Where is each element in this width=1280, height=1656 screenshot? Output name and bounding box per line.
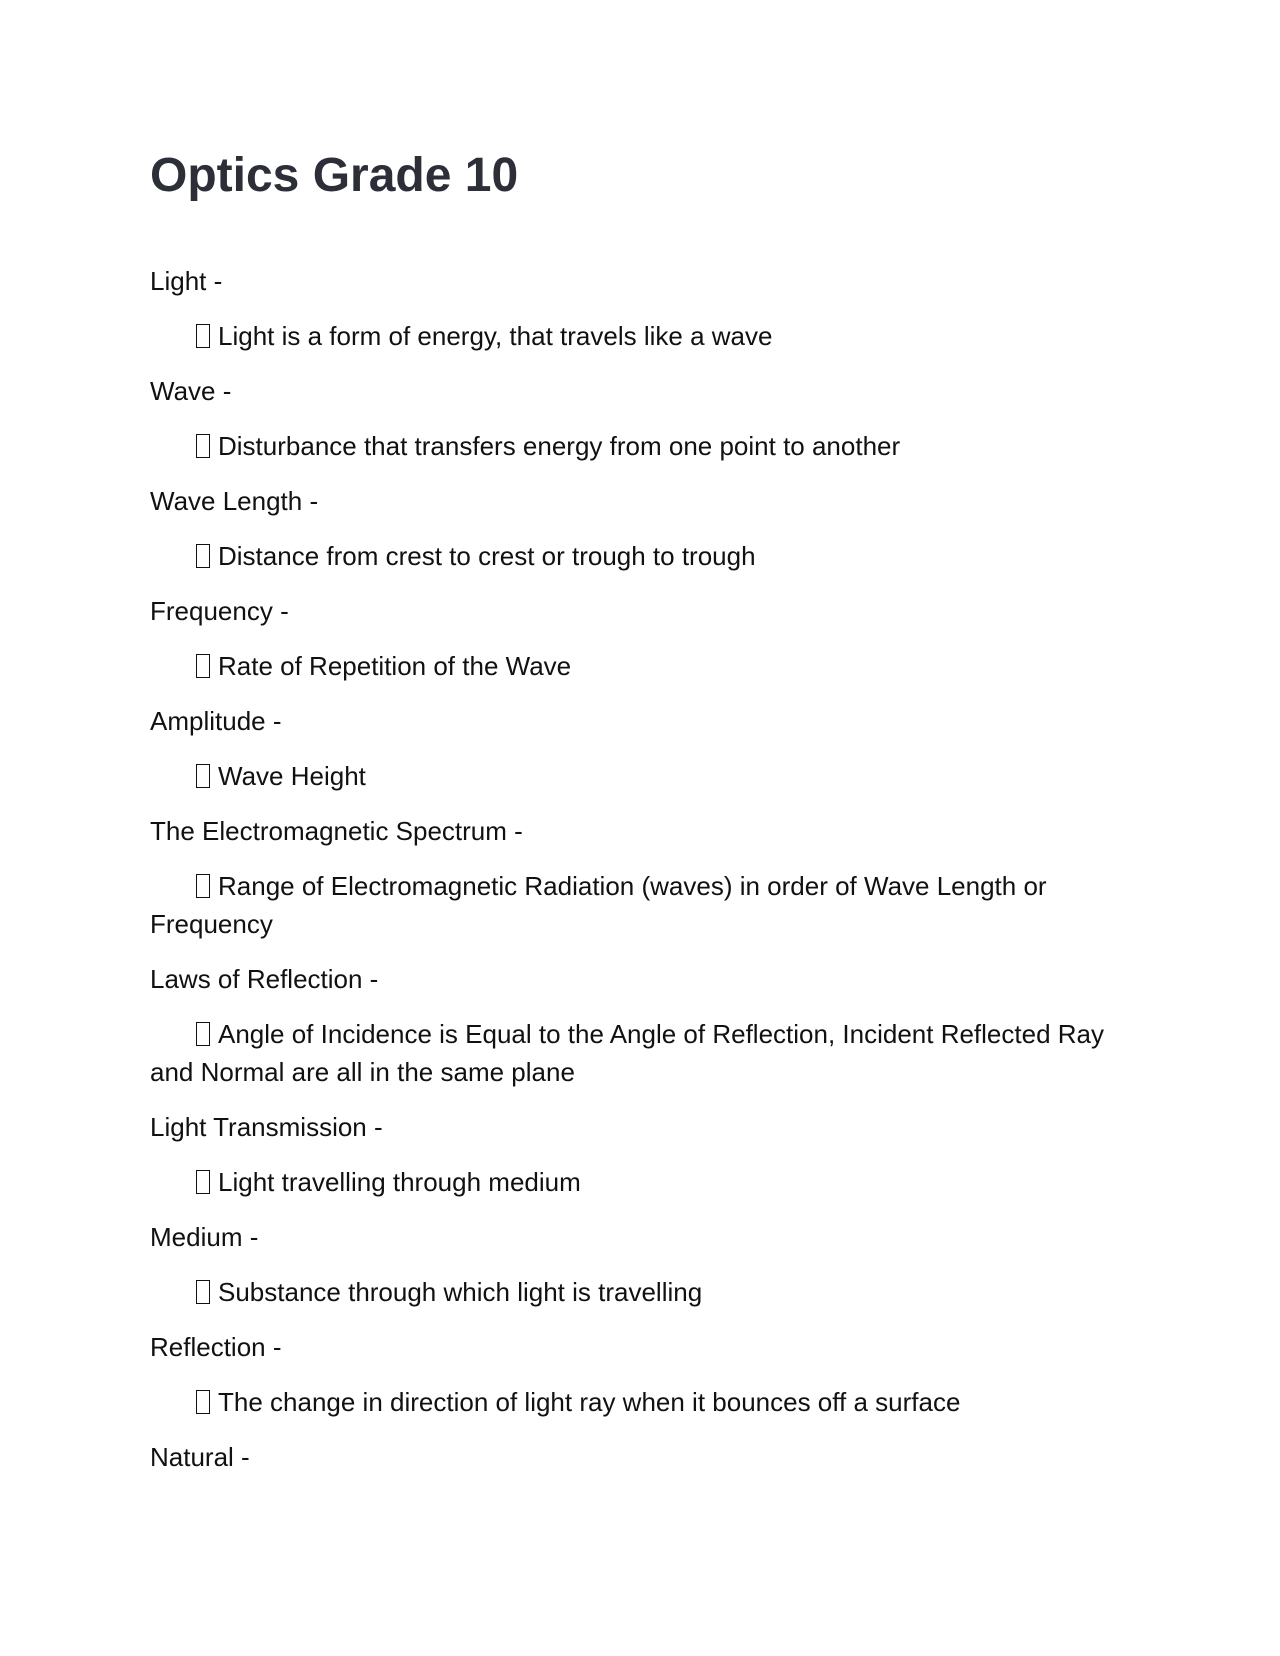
term-electromagnetic-spectrum: The Electromagnetic Spectrum -: [150, 816, 523, 846]
term-frequency: Frequency -: [150, 596, 289, 626]
term-reflection: Reflection -: [150, 1332, 282, 1362]
missing-glyph-bullet-icon: [196, 1022, 210, 1046]
term-laws-of-reflection: Laws of Reflection -: [150, 964, 379, 994]
missing-glyph-bullet-icon: [196, 654, 210, 678]
definition-medium: Substance through which light is travelling: [150, 1273, 1130, 1311]
missing-glyph-bullet-icon: [196, 324, 210, 348]
missing-glyph-bullet-icon: [196, 1280, 210, 1304]
term-natural: Natural -: [150, 1442, 250, 1472]
definition-light: Light is a form of energy, that travels like a wave: [150, 317, 1130, 355]
term-light-transmission: Light Transmission -: [150, 1112, 383, 1142]
term-wave: Wave -: [150, 376, 232, 406]
definition-wave: Disturbance that transfers energy from one point to another: [150, 427, 1130, 465]
definition-laws-of-reflection: Angle of Incidence is Equal to the Angle of Reflection, Incident Reflected Ray and Normal are all in the same plane: [150, 1019, 1104, 1087]
definition-frequency: Rate of Repetition of the Wave: [150, 647, 1130, 685]
document-title: Optics Grade 10: [150, 149, 519, 202]
term-amplitude: Amplitude -: [150, 706, 282, 736]
missing-glyph-bullet-icon: [196, 1170, 210, 1194]
term-wave-length: Wave Length -: [150, 486, 319, 516]
missing-glyph-bullet-icon: [196, 1390, 210, 1414]
definition-electromagnetic-spectrum: Range of Electromagnetic Radiation (waves) in order of Wave Length or Frequency: [150, 871, 1047, 939]
definition-reflection: The change in direction of light ray when it bounces off a surface: [150, 1383, 1130, 1421]
missing-glyph-bullet-icon: [196, 764, 210, 788]
missing-glyph-bullet-icon: [196, 434, 210, 458]
term-medium: Medium -: [150, 1222, 259, 1252]
definition-wave-length: Distance from crest to crest or trough to trough: [150, 537, 1130, 575]
missing-glyph-bullet-icon: [196, 874, 210, 898]
definition-amplitude: Wave Height: [150, 757, 1130, 795]
term-light: Light -: [150, 266, 223, 296]
glossary: [150, 262, 1130, 1493]
definition-light-transmission: Light travelling through medium: [150, 1163, 1130, 1201]
missing-glyph-bullet-icon: [196, 544, 210, 568]
